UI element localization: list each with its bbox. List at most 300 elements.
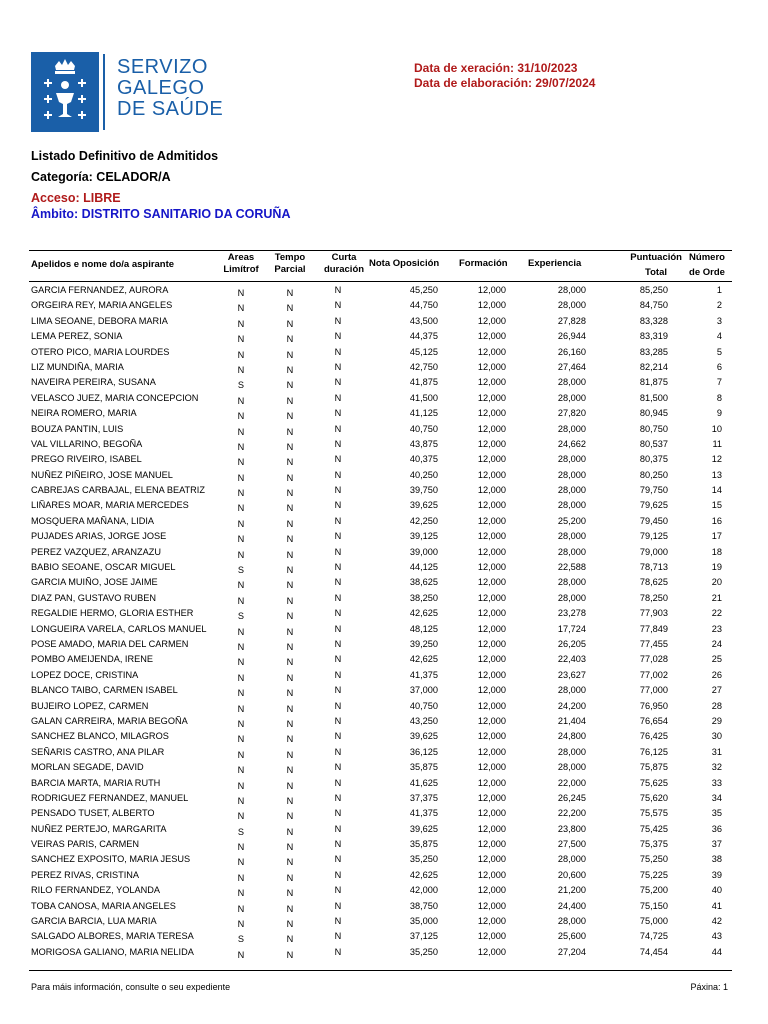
areas-limitrof-cell: N <box>237 534 245 545</box>
formacion-cell: 12,000 <box>477 300 506 311</box>
areas-limitrof-cell: N <box>237 703 245 714</box>
nota-oposicion-cell: 35,250 <box>409 854 438 865</box>
tempo-parcial-cell: N <box>286 903 294 914</box>
formacion-cell: 12,000 <box>477 438 506 449</box>
candidate-name-cell: DIAZ PAN, GUSTAVO RUBEN <box>31 592 157 603</box>
tempo-parcial-cell: N <box>286 872 294 883</box>
formacion-cell: 12,000 <box>477 361 506 372</box>
experiencia-cell: 24,200 <box>557 700 586 711</box>
puntuacion-total-cell: 79,750 <box>639 485 668 496</box>
table-row <box>0 777 768 792</box>
puntuacion-total-cell: 75,375 <box>639 839 668 850</box>
curta-duracion-cell: N <box>334 916 342 927</box>
tempo-parcial-cell: N <box>286 949 294 960</box>
numero-orde-cell: 29 <box>711 715 722 726</box>
sergas-emblem-icon <box>31 52 99 132</box>
areas-limitrof-cell: S <box>237 934 245 945</box>
scope-title: Âmbito: DISTRITO SANITARIO DA CORUÑA <box>31 207 291 221</box>
puntuacion-total-cell: 75,150 <box>639 900 668 911</box>
table-row <box>0 638 768 653</box>
curta-duracion-cell: N <box>334 808 342 819</box>
puntuacion-total-cell: 76,654 <box>639 715 668 726</box>
experiencia-cell: 28,000 <box>557 592 586 603</box>
tempo-parcial-cell: N <box>286 580 294 591</box>
experiencia-cell: 27,500 <box>557 839 586 850</box>
puntuacion-total-cell: 82,214 <box>639 361 668 372</box>
table-row <box>0 546 768 561</box>
numero-orde-cell: 22 <box>711 608 722 619</box>
nota-oposicion-cell: 39,625 <box>409 823 438 834</box>
numero-orde-cell: 41 <box>711 900 722 911</box>
curta-duracion-cell: N <box>334 592 342 603</box>
formacion-cell: 12,000 <box>477 654 506 665</box>
tempo-parcial-cell: N <box>286 703 294 714</box>
formacion-cell: 12,000 <box>477 485 506 496</box>
candidate-name-cell: TOBA CANOSA, MARIA ANGELES <box>31 900 176 911</box>
table-row <box>0 438 768 453</box>
candidate-name-cell: RILO FERNANDEZ, YOLANDA <box>31 885 160 896</box>
table-row <box>0 392 768 407</box>
curta-duracion-cell: N <box>334 885 342 896</box>
areas-limitrof-cell: N <box>237 426 245 437</box>
table-row <box>0 792 768 807</box>
puntuacion-total-cell: 75,000 <box>639 916 668 927</box>
nota-oposicion-cell: 37,375 <box>409 792 438 803</box>
formacion-cell: 12,000 <box>477 392 506 403</box>
curta-duracion-cell: N <box>334 315 342 326</box>
nota-oposicion-cell: 48,125 <box>409 623 438 634</box>
experiencia-cell: 28,000 <box>557 916 586 927</box>
puntuacion-total-cell: 77,000 <box>639 685 668 696</box>
tempo-parcial-cell: N <box>286 672 294 683</box>
tempo-parcial-cell: N <box>286 734 294 745</box>
areas-limitrof-cell: N <box>237 580 245 591</box>
experiencia-cell: 28,000 <box>557 762 586 773</box>
nota-oposicion-cell: 40,375 <box>409 454 438 465</box>
candidate-name-cell: LONGUEIRA VARELA, CARLOS MANUEL <box>31 623 207 634</box>
formacion-cell: 12,000 <box>477 592 506 603</box>
experiencia-cell: 28,000 <box>557 392 586 403</box>
experiencia-cell: 27,820 <box>557 408 586 419</box>
numero-orde-cell: 35 <box>711 808 722 819</box>
experiencia-cell: 28,000 <box>557 546 586 557</box>
areas-limitrof-cell: N <box>237 857 245 868</box>
areas-limitrof-cell: S <box>237 380 245 391</box>
curta-duracion-cell: N <box>334 900 342 911</box>
formacion-cell: 12,000 <box>477 623 506 634</box>
candidate-name-cell: PUJADES ARIAS, JORGE JOSE <box>31 531 167 542</box>
nota-oposicion-cell: 39,125 <box>409 531 438 542</box>
candidate-name-cell: NAVEIRA PEREIRA, SUSANA <box>31 377 156 388</box>
logo-divider <box>103 54 105 130</box>
numero-orde-cell: 18 <box>711 546 722 557</box>
table-row <box>0 930 768 945</box>
nota-oposicion-cell: 43,250 <box>409 715 438 726</box>
nota-oposicion-cell: 41,375 <box>409 669 438 680</box>
candidate-name-cell: BUJEIRO LOPEZ, CARMEN <box>31 700 149 711</box>
formacion-cell: 12,000 <box>477 854 506 865</box>
formacion-cell: 12,000 <box>477 577 506 588</box>
formacion-cell: 12,000 <box>477 638 506 649</box>
formacion-cell: 12,000 <box>477 946 506 957</box>
header-numero-line1: Número <box>689 252 725 263</box>
puntuacion-total-cell: 76,950 <box>639 700 668 711</box>
table-row <box>0 284 768 299</box>
tempo-parcial-cell: N <box>286 288 294 298</box>
nota-oposicion-cell: 43,875 <box>409 438 438 449</box>
generation-date: Data de xeración: 31/10/2023 <box>414 61 578 75</box>
numero-orde-cell: 28 <box>711 700 722 711</box>
elaboration-date: Data de elaboración: 29/07/2024 <box>414 76 596 90</box>
numero-orde-cell: 9 <box>716 408 722 419</box>
tempo-parcial-cell: N <box>286 488 294 499</box>
nota-oposicion-cell: 43,500 <box>409 315 438 326</box>
candidate-name-cell: BARCIA MARTA, MARIA RUTH <box>31 777 161 788</box>
numero-orde-cell: 2 <box>716 300 722 311</box>
tempo-parcial-cell: N <box>286 518 294 529</box>
areas-limitrof-cell: N <box>237 688 245 699</box>
experiencia-cell: 28,000 <box>557 685 586 696</box>
candidate-name-cell: SALGADO ALBORES, MARIA TERESA <box>31 931 194 942</box>
areas-limitrof-cell: N <box>237 488 245 499</box>
areas-limitrof-cell: N <box>237 441 245 452</box>
puntuacion-total-cell: 83,328 <box>639 315 668 326</box>
tempo-parcial-cell: N <box>286 888 294 899</box>
experiencia-cell: 23,278 <box>557 608 586 619</box>
experiencia-cell: 28,000 <box>557 500 586 511</box>
candidate-name-cell: GARCIA MUIÑO, JOSE JAIME <box>31 577 158 588</box>
table-row <box>0 823 768 838</box>
experiencia-cell: 27,464 <box>557 361 586 372</box>
nota-oposicion-cell: 41,125 <box>409 408 438 419</box>
table-row <box>0 315 768 330</box>
curta-duracion-cell: N <box>334 854 342 865</box>
header-curta <box>320 252 368 276</box>
header-areas-line1: Areas <box>227 252 255 263</box>
header-puntuacion-line2: Total <box>645 267 667 278</box>
curta-duracion-cell: N <box>334 654 342 665</box>
curta-duracion-cell: N <box>334 577 342 588</box>
puntuacion-total-cell: 80,537 <box>639 438 668 449</box>
areas-limitrof-cell: N <box>237 949 245 960</box>
tempo-parcial-cell: N <box>286 364 294 375</box>
header-numero-line2: de Orde <box>689 267 725 278</box>
candidate-name-cell: BOUZA PANTIN, LUIS <box>31 423 124 434</box>
experiencia-cell: 28,000 <box>557 454 586 465</box>
numero-orde-cell: 27 <box>711 685 722 696</box>
experiencia-cell: 28,000 <box>557 854 586 865</box>
header-nota: Nota Oposición <box>369 258 440 269</box>
table-row <box>0 853 768 868</box>
formacion-cell: 12,000 <box>477 885 506 896</box>
curta-duracion-cell: N <box>334 546 342 557</box>
nota-oposicion-cell: 35,000 <box>409 916 438 927</box>
tempo-parcial-cell: N <box>286 441 294 452</box>
table-row <box>0 838 768 853</box>
areas-limitrof-cell: N <box>237 626 245 637</box>
formacion-cell: 12,000 <box>477 808 506 819</box>
nota-oposicion-cell: 44,375 <box>409 331 438 342</box>
numero-orde-cell: 32 <box>711 762 722 773</box>
tempo-parcial-cell: N <box>286 595 294 606</box>
curta-duracion-cell: N <box>334 454 342 465</box>
curta-duracion-cell: N <box>334 638 342 649</box>
nota-oposicion-cell: 40,250 <box>409 469 438 480</box>
table-row <box>0 484 768 499</box>
curta-duracion-cell: N <box>334 562 342 573</box>
tempo-parcial-cell: N <box>286 765 294 776</box>
candidate-name-cell: POMBO AMEIJENDA, IRENE <box>31 654 154 665</box>
candidate-name-cell: MORIGOSA GALIANO, MARIA NELIDA <box>31 946 194 957</box>
nota-oposicion-cell: 39,000 <box>409 546 438 557</box>
areas-limitrof-cell: N <box>237 288 245 298</box>
puntuacion-total-cell: 75,620 <box>639 792 668 803</box>
areas-limitrof-cell: N <box>237 657 245 668</box>
formacion-cell: 12,000 <box>477 285 506 295</box>
formacion-cell: 12,000 <box>477 777 506 788</box>
formacion-cell: 12,000 <box>477 608 506 619</box>
areas-limitrof-cell: S <box>237 565 245 576</box>
header-tempo-line2: Parcial <box>274 264 306 275</box>
experiencia-cell: 28,000 <box>557 746 586 757</box>
header-puntuacion-line1: Puntuación <box>630 252 682 263</box>
experiencia-cell: 23,627 <box>557 669 586 680</box>
formacion-cell: 12,000 <box>477 469 506 480</box>
areas-limitrof-cell: S <box>237 611 245 622</box>
puntuacion-total-cell: 77,002 <box>639 669 668 680</box>
table-row <box>0 730 768 745</box>
areas-limitrof-cell: N <box>237 872 245 883</box>
tempo-parcial-cell: N <box>286 380 294 391</box>
tempo-parcial-cell: N <box>286 934 294 945</box>
candidate-name-cell: BABIO SEOANE, OSCAR MIGUEL <box>31 562 176 573</box>
table-top-rule <box>29 250 732 251</box>
footer-info: Para máis información, consulte o seu expediente <box>31 982 231 992</box>
experiencia-cell: 26,245 <box>557 792 586 803</box>
tempo-parcial-cell: N <box>286 780 294 791</box>
curta-duracion-cell: N <box>334 777 342 788</box>
puntuacion-total-cell: 83,319 <box>639 331 668 342</box>
areas-limitrof-cell: N <box>237 842 245 853</box>
table-row <box>0 453 768 468</box>
puntuacion-total-cell: 79,000 <box>639 546 668 557</box>
candidate-name-cell: VELASCO JUEZ, MARIA CONCEPCION <box>31 392 199 403</box>
tempo-parcial-cell: N <box>286 472 294 483</box>
candidate-name-cell: BLANCO TAIBO, CARMEN ISABEL <box>31 685 178 696</box>
curta-duracion-cell: N <box>334 531 342 542</box>
numero-orde-cell: 20 <box>711 577 722 588</box>
areas-limitrof-cell: N <box>237 395 245 406</box>
puntuacion-total-cell: 80,250 <box>639 469 668 480</box>
nota-oposicion-cell: 42,625 <box>409 608 438 619</box>
table-row <box>0 746 768 761</box>
header-areas <box>222 252 260 276</box>
numero-orde-cell: 11 <box>712 438 722 449</box>
puntuacion-total-cell: 74,725 <box>639 931 668 942</box>
numero-orde-cell: 43 <box>711 931 722 942</box>
areas-limitrof-cell: N <box>237 503 245 514</box>
curta-duracion-cell: N <box>334 623 342 634</box>
numero-orde-cell: 38 <box>711 854 722 865</box>
puntuacion-total-cell: 81,500 <box>639 392 668 403</box>
formacion-cell: 12,000 <box>477 315 506 326</box>
nota-oposicion-cell: 39,625 <box>409 500 438 511</box>
table-row <box>0 499 768 514</box>
puntuacion-total-cell: 80,375 <box>639 454 668 465</box>
tempo-parcial-cell: N <box>286 549 294 560</box>
nota-oposicion-cell: 40,750 <box>409 423 438 434</box>
puntuacion-total-cell: 79,625 <box>639 500 668 511</box>
tempo-parcial-cell: N <box>286 795 294 806</box>
experiencia-cell: 28,000 <box>557 531 586 542</box>
tempo-parcial-cell: N <box>286 349 294 360</box>
numero-orde-cell: 23 <box>711 623 722 634</box>
puntuacion-total-cell: 79,450 <box>639 515 668 526</box>
curta-duracion-cell: N <box>334 500 342 511</box>
formacion-cell: 12,000 <box>477 546 506 557</box>
experiencia-cell: 24,662 <box>557 438 586 449</box>
numero-orde-cell: 42 <box>711 916 722 927</box>
table-row <box>0 869 768 884</box>
table-row <box>0 592 768 607</box>
formacion-cell: 12,000 <box>477 685 506 696</box>
header-tempo-line1: Tempo <box>274 252 306 263</box>
formacion-cell: 12,000 <box>477 869 506 880</box>
formacion-cell: 12,000 <box>477 792 506 803</box>
tempo-parcial-cell: N <box>286 611 294 622</box>
table-row <box>0 700 768 715</box>
nota-oposicion-cell: 42,250 <box>409 515 438 526</box>
formacion-cell: 12,000 <box>477 346 506 357</box>
table-row <box>0 299 768 314</box>
nota-oposicion-cell: 36,125 <box>409 746 438 757</box>
candidate-name-cell: ORGEIRA REY, MARIA ANGELES <box>31 300 173 311</box>
candidate-name-cell: LIÑARES MOAR, MARIA MERCEDES <box>31 500 189 511</box>
nota-oposicion-cell: 41,375 <box>409 808 438 819</box>
table-row <box>0 900 768 915</box>
candidate-name-cell: PEREZ RIVAS, CRISTINA <box>31 869 140 880</box>
numero-orde-cell: 1 <box>716 285 722 295</box>
numero-orde-cell: 7 <box>716 377 722 388</box>
formacion-cell: 12,000 <box>477 839 506 850</box>
experiencia-cell: 22,000 <box>557 777 586 788</box>
formacion-cell: 12,000 <box>477 916 506 927</box>
candidate-name-cell: VAL VILLARINO, BEGOÑA <box>31 438 143 449</box>
numero-orde-cell: 8 <box>716 392 722 403</box>
curta-duracion-cell: N <box>334 515 342 526</box>
puntuacion-total-cell: 75,575 <box>639 808 668 819</box>
tempo-parcial-cell: N <box>286 657 294 668</box>
table-row <box>0 623 768 638</box>
candidate-name-cell: LIZ MUNDIÑA, MARIA <box>31 361 124 372</box>
nota-oposicion-cell: 37,000 <box>409 685 438 696</box>
sergas-logo <box>31 52 224 132</box>
puntuacion-total-cell: 80,945 <box>639 408 668 419</box>
candidate-name-cell: PREGO RIVEIRO, ISABEL <box>31 454 142 465</box>
header-experiencia: Experiencia <box>528 258 582 269</box>
formacion-cell: 12,000 <box>477 731 506 742</box>
tempo-parcial-cell: N <box>286 626 294 637</box>
numero-orde-cell: 30 <box>711 731 722 742</box>
header-curta-line2: duración <box>323 264 365 275</box>
curta-duracion-cell: N <box>334 715 342 726</box>
puntuacion-total-cell: 78,625 <box>639 577 668 588</box>
experiencia-cell: 23,800 <box>557 823 586 834</box>
curta-duracion-cell: N <box>334 408 342 419</box>
experiencia-cell: 21,404 <box>557 715 586 726</box>
experiencia-cell: 22,403 <box>557 654 586 665</box>
areas-limitrof-cell: N <box>237 318 245 329</box>
curta-duracion-cell: N <box>334 331 342 342</box>
page-number: Páxina: 1 <box>690 982 728 992</box>
nota-oposicion-cell: 41,500 <box>409 392 438 403</box>
curta-duracion-cell: N <box>334 361 342 372</box>
curta-duracion-cell: N <box>334 946 342 957</box>
experiencia-cell: 22,200 <box>557 808 586 819</box>
nota-oposicion-cell: 42,750 <box>409 361 438 372</box>
tempo-parcial-cell: N <box>286 426 294 437</box>
header-numero <box>686 252 728 279</box>
formacion-cell: 12,000 <box>477 377 506 388</box>
nota-oposicion-cell: 39,750 <box>409 485 438 496</box>
experiencia-cell: 28,000 <box>557 469 586 480</box>
table-row <box>0 653 768 668</box>
formacion-cell: 12,000 <box>477 931 506 942</box>
table-row <box>0 423 768 438</box>
formacion-cell: 12,000 <box>477 423 506 434</box>
table-row <box>0 684 768 699</box>
numero-orde-cell: 5 <box>716 346 722 357</box>
curta-duracion-cell: N <box>334 469 342 480</box>
tempo-parcial-cell: N <box>286 334 294 345</box>
curta-duracion-cell: N <box>334 931 342 942</box>
table-row <box>0 376 768 391</box>
dates-block <box>414 61 595 91</box>
tempo-parcial-cell: N <box>286 303 294 314</box>
experiencia-cell: 22,588 <box>557 562 586 573</box>
puntuacion-total-cell: 78,713 <box>639 562 668 573</box>
table-row <box>0 669 768 684</box>
numero-orde-cell: 13 <box>711 469 722 480</box>
puntuacion-total-cell: 75,625 <box>639 777 668 788</box>
puntuacion-total-cell: 75,200 <box>639 885 668 896</box>
puntuacion-total-cell: 85,250 <box>639 285 668 295</box>
tempo-parcial-cell: N <box>286 411 294 422</box>
formacion-cell: 12,000 <box>477 515 506 526</box>
curta-duracion-cell: N <box>334 392 342 403</box>
formacion-cell: 12,000 <box>477 715 506 726</box>
curta-duracion-cell: N <box>334 300 342 311</box>
numero-orde-cell: 36 <box>711 823 722 834</box>
numero-orde-cell: 17 <box>711 531 722 542</box>
numero-orde-cell: 37 <box>711 839 722 850</box>
tempo-parcial-cell: N <box>286 842 294 853</box>
nota-oposicion-cell: 42,625 <box>409 869 438 880</box>
nota-oposicion-cell: 45,250 <box>409 285 438 295</box>
numero-orde-cell: 19 <box>711 562 722 573</box>
logo-wordmark <box>117 57 223 120</box>
nota-oposicion-cell: 41,625 <box>409 777 438 788</box>
experiencia-cell: 28,000 <box>557 300 586 311</box>
tempo-parcial-cell: N <box>286 811 294 822</box>
table-row <box>0 515 768 530</box>
header-formacion: Formación <box>459 258 508 269</box>
areas-limitrof-cell: N <box>237 303 245 314</box>
puntuacion-total-cell: 76,425 <box>639 731 668 742</box>
curta-duracion-cell: N <box>334 839 342 850</box>
formacion-cell: 12,000 <box>477 900 506 911</box>
areas-limitrof-cell: N <box>237 765 245 776</box>
